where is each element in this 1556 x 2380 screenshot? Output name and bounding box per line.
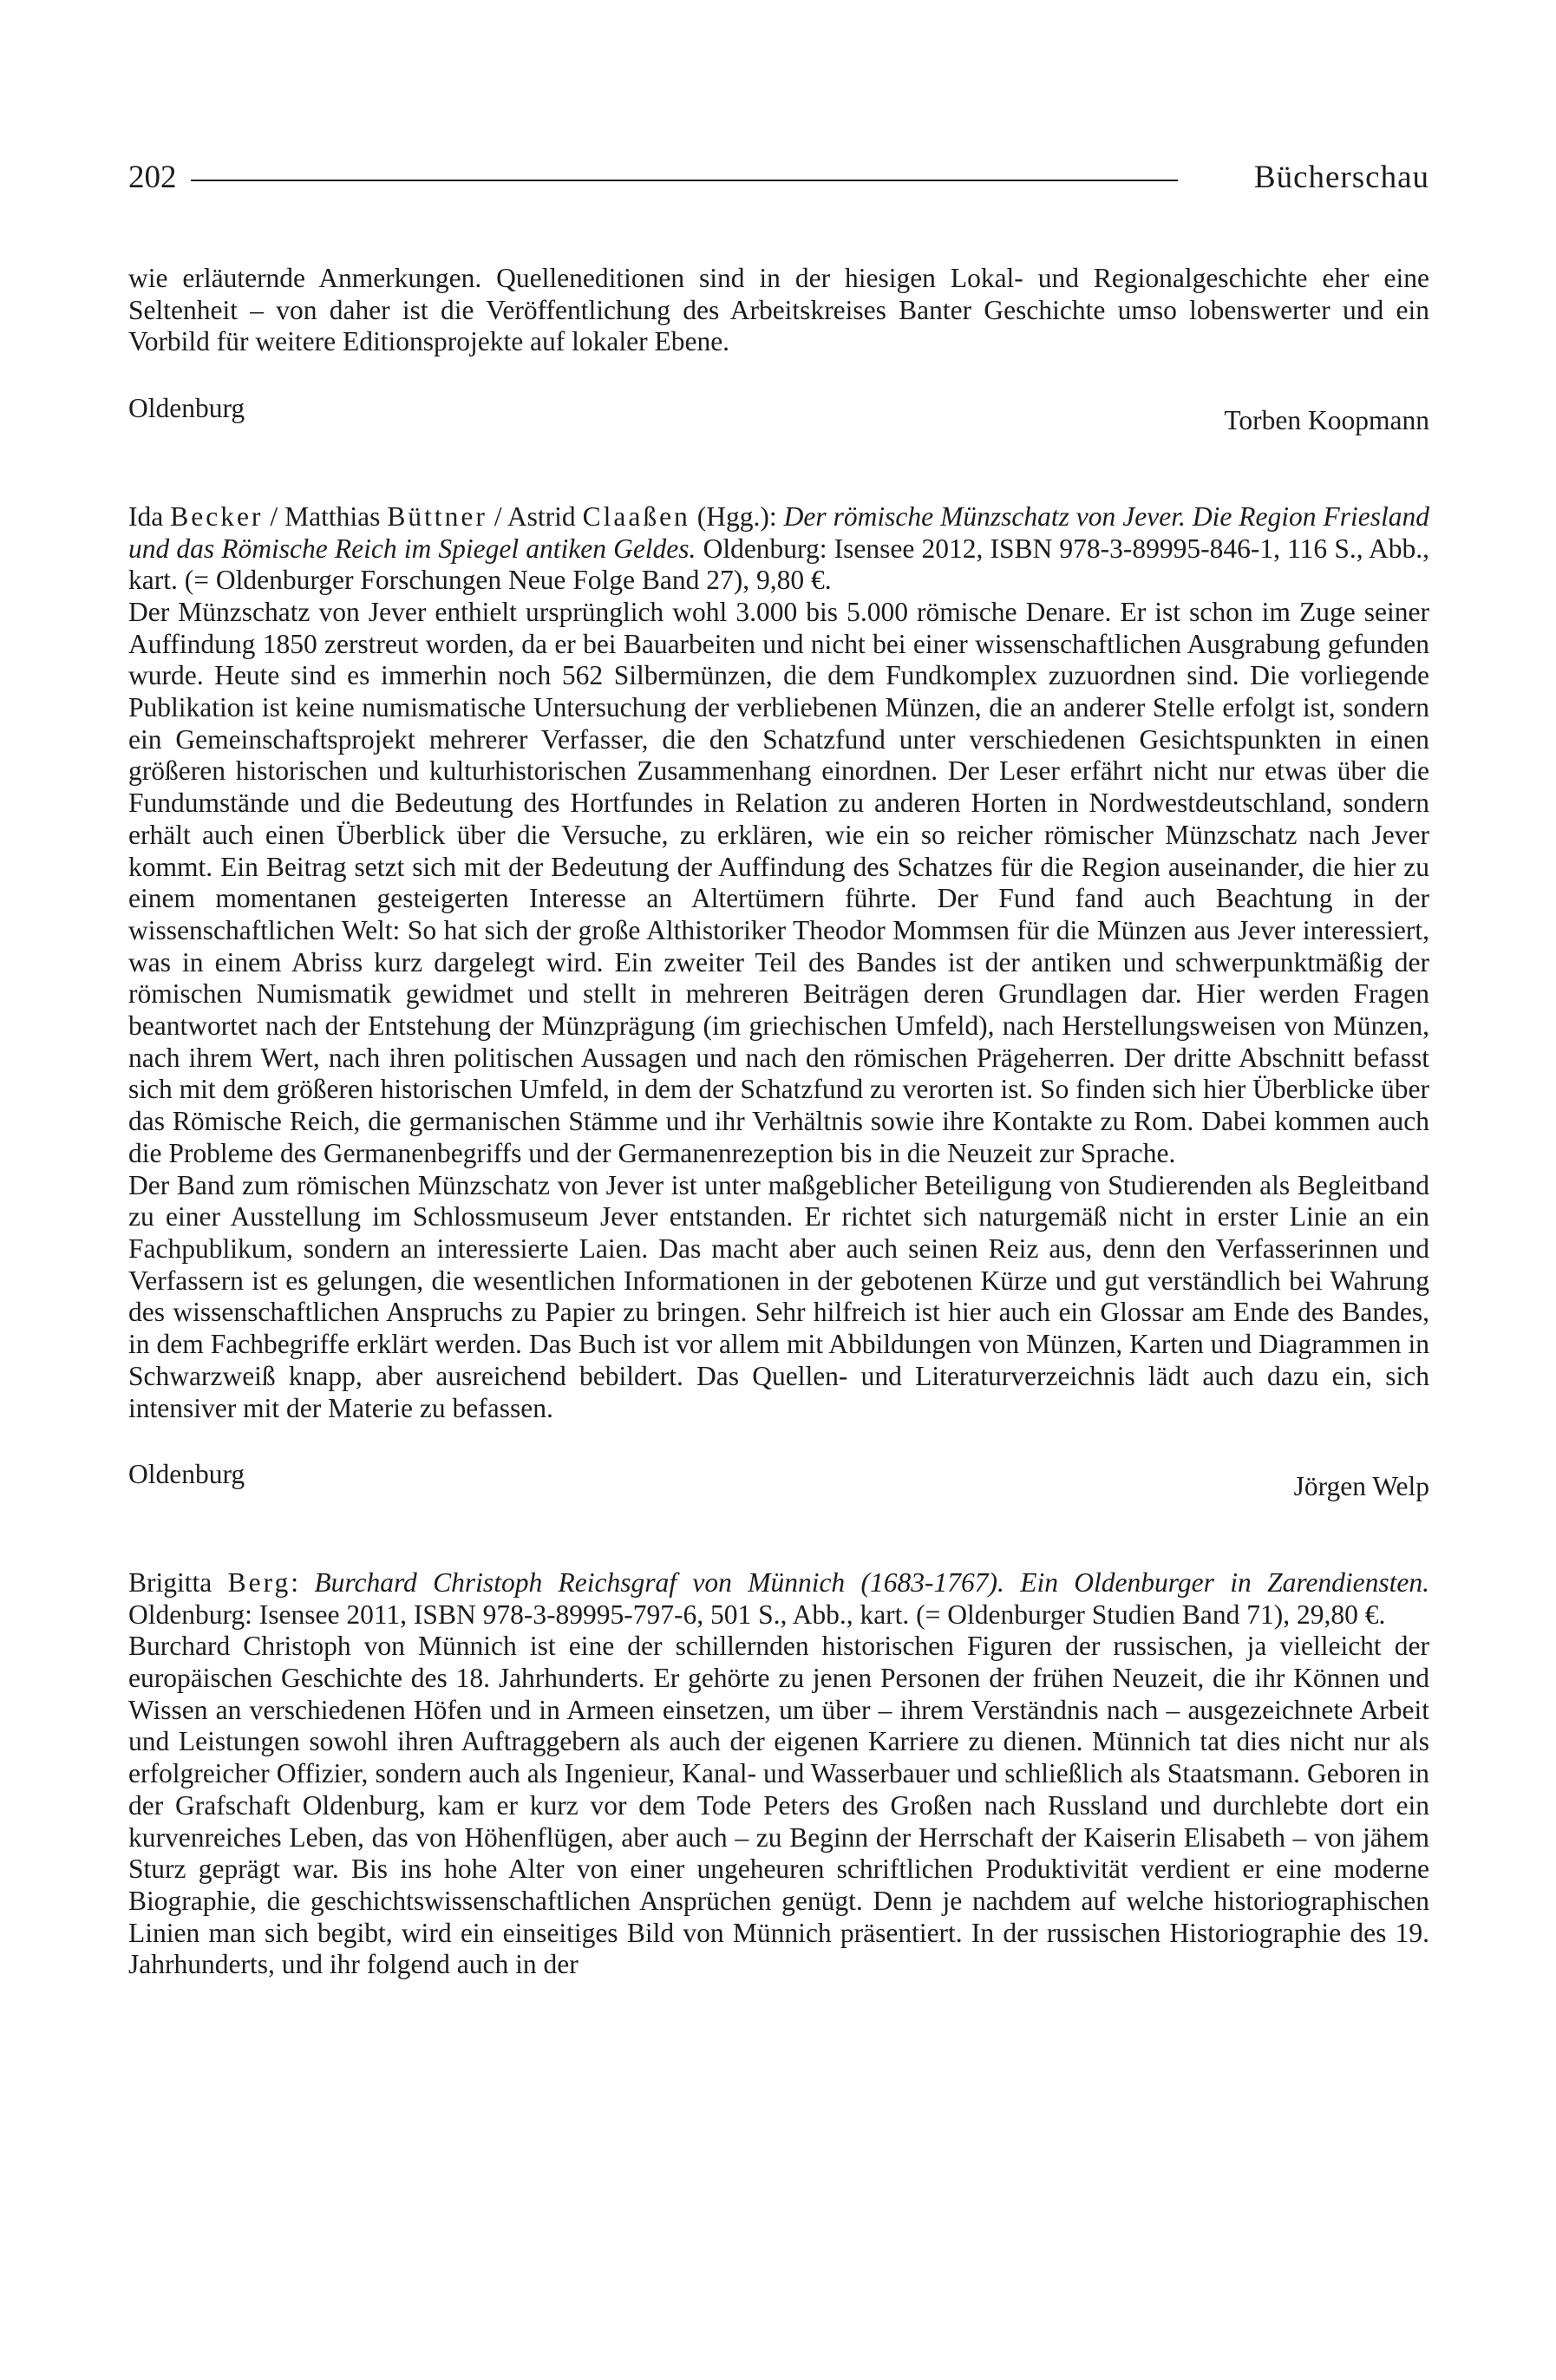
author-last-name: Berg	[227, 1566, 291, 1598]
colon: :	[291, 1566, 299, 1598]
publication-details: Oldenburg: Isensee 2012, ISBN 978-3-89995-846-1, 116 S., Abb., kart. (= Oldenburger Forschungen Neue Folge Band 27), 9,80 €.	[128, 533, 1429, 596]
author-first-name: Matthias	[284, 500, 381, 532]
header-rule	[191, 180, 1178, 181]
review-paragraph: Der Band zum römischen Münzschatz von Jever ist unter maßgeblicher Beteiligung von Studierenden als Begleitband zu einer Ausstellung im Schlossmuseum Jever entstanden. Er richtet sich naturgemäß nicht in erster Linie an ein Fachpublikum, sondern an interessierte Laien. Das macht aber auch seinen Reiz aus, denn den Verfasserinnen und Verfassern ist es gelungen, die wesentlichen Informationen in der gebotenen Kürze und gut verständlich bei Wahrung des wissenschaftlichen Anspruchs zu Papier zu bringen. Sehr hilfreich ist hier auch ein Glossar am Ende des Bandes, in dem Fachbegriffe erklärt werden. Das Buch ist vor allem mit Abbildungen von Münzen, Karten und Diagrammen in Schwarzweiß knapp, aber ausreichend bebildert. Das Quellen- und Literaturverzeichnis lädt auch dazu ein, sich intensiver mit der Materie zu befassen.	[128, 1169, 1429, 1423]
author-first-name: Ida	[128, 500, 164, 532]
page-number: 202	[128, 160, 177, 195]
review-place: Oldenburg	[128, 1459, 245, 1490]
review-entry	[128, 1567, 1429, 1981]
section-title: Bücherschau	[1253, 160, 1429, 195]
review-signature	[128, 1459, 1429, 1503]
bibliographic-entry	[128, 1567, 1429, 1631]
author-last-name: Claaßen	[582, 500, 690, 532]
review-continuation-text: wie erläuternde Anmerkungen. Quelleneditionen sind in der hiesigen Lokal- und Regionalgeschichte eher eine Seltenheit – von daher ist die Veröffentlichung des Arbeitskreises Banter Geschichte umso lobenswerter und ein Vorbild für weitere Editionsprojekte auf lokaler Ebene.	[128, 263, 1429, 357]
bibliographic-entry: Ida Becker / Matthias Büttner / Astrid Claaßen (Hgg.): Der römische Münzschatz von Jever. Die Region Friesland und das Römische Reich im Spiegel antiken Geldes. Oldenburg: Isensee 2012, ISBN 978-3-89995-846-1, 116 S., Abb., kart. (= Oldenburger Forschungen Neue Folge Band 27), 9,80 €.	[128, 500, 1429, 596]
reviewer-name: Jörgen Welp	[1293, 1471, 1429, 1502]
review-entry	[128, 501, 1429, 1503]
book-title: Der römische Münzschatz von Jever. Die Region Friesland und das Römische Reich im Spiegel antiken Geldes.	[128, 500, 1429, 564]
author-last-name: Becker	[170, 500, 264, 532]
book-title: Burchard Christoph Reichsgraf von Münnich (1683-1767). Ein Oldenburger in Zarendiensten.	[314, 1566, 1430, 1598]
author-first-name: Astrid	[507, 500, 576, 532]
review-place: Oldenburg	[128, 393, 245, 424]
publication-details: Oldenburg: Isensee 2011, ISBN 978-3-89995-797-6, 501 S., Abb., kart. (= Oldenburger Studien Band 71), 29,80 €.	[128, 1599, 1386, 1630]
page-content	[128, 263, 1429, 1981]
author-last-name: Büttner	[387, 500, 487, 532]
review-signature	[128, 393, 1429, 437]
editors-tag: (Hgg.):	[696, 500, 777, 532]
reviewer-name: Torben Koopmann	[1224, 405, 1429, 436]
author-first-name: Brigitta	[128, 1566, 212, 1598]
review-paragraph: Der Münzschatz von Jever enthielt ursprünglich wohl 3.000 bis 5.000 römische Denare. Er ist schon im Zuge seiner Auffindung 1850 zerstreut worden, da er bei Bauarbeiten und nicht bei einer wissenschaftlichen Ausgrabung gefunden wurde. Heute sind es immerhin noch 562 Silbermünzen, die dem Fundkomplex zuzuordnen sind. Die vorliegende Publikation ist keine numismatische Untersuchung der verbliebenen Münzen, die an anderer Stelle erfolgt ist, sondern ein Gemeinschaftsprojekt mehrerer Verfasser, die den Schatzfund unter verschiedenen Gesichtspunkten in einen größeren historischen und kulturhistorischen Zusammenhang einordnen. Der Leser erfährt nicht nur etwas über die Fundumstände und die Bedeutung des Hortfundes in Relation zu anderen Horten in Nordwestdeutschland, sondern erhält auch einen Überblick über die Versuche, zu erklären, wie ein so reicher römischer Münzschatz nach Jever kommt. Ein Beitrag setzt sich mit der Bedeutung der Auffindung des Schatzes für die Region auseinander, die hier zu einem momentanen gesteigerten Interesse an Altertümern führte. Der Fund fand auch Beachtung in der wissenschaftlichen Welt: So hat sich der große Althistoriker Theodor Mommsen für die Münzen aus Jever interessiert, was in einem Abriss kurz dargelegt wird. Ein zweiter Teil des Bandes ist der antiken und schwerpunktmäßig der römischen Numismatik gewidmet und stellt in mehreren Beiträgen deren Grundlagen dar. Hier werden Fragen beantwortet nach der Entstehung der Münzprägung (im griechischen Umfeld), nach Herstellungsweisen von Münzen, nach ihrem Wert, nach ihren politischen Aussagen und nach den römischen Prägeherren. Der dritte Abschnitt befasst sich mit dem größeren historischen Umfeld, in dem der Schatzfund zu verorten ist. So finden sich hier Überblicke über das Römische Reich, die germanischen Stämme und ihr Verhältnis sowie ihre Kontakte zu Rom. Dabei kommen auch die Probleme des Germanenbegriffs und der Germanenrezeption bis in die Neuzeit zur Sprache.	[128, 596, 1429, 1168]
review-paragraph: Burchard Christoph von Münnich ist eine der schillernden historischen Figuren der russischen, ja vielleicht der europäischen Geschichte des 18. Jahrhunderts. Er gehörte zu jenen Personen der frühen Neuzeit, die ihr Können und Wissen an verschiedenen Höfen und in Armeen einsetzen, um über – ihrem Verständnis nach – ausgezeichnete Arbeit und Leistungen sowohl ihren Auftraggebern als auch der eigenen Karriere zu dienen. Münnich tat dies nicht nur als erfolgreicher Offizier, sondern auch als Ingenieur, Kanal- und Wasserbauer und schließlich als Staatsmann. Geboren in der Grafschaft Oldenburg, kam er kurz vor dem Tode Peters des Großen nach Russland und durchlebte dort ein kurvenreiches Leben, das von Höhenflügen, aber auch – zu Beginn der Herrschaft der Kaiserin Elisabeth – von jähem Sturz geprägt war. Bis ins hohe Alter von einer ungeheuren schriftlichen Produktivität verdient er eine moderne Biographie, die geschichtswissenschaftlichen Ansprüchen genügt. Denn je nachdem auf welche historiographischen Linien man sich begibt, wird ein einseitiges Bild von Münnich präsentiert. In der russischen Historiographie des 19. Jahrhunderts, und ihr folgend auch in der	[128, 1631, 1429, 1980]
running-header	[128, 159, 1429, 211]
